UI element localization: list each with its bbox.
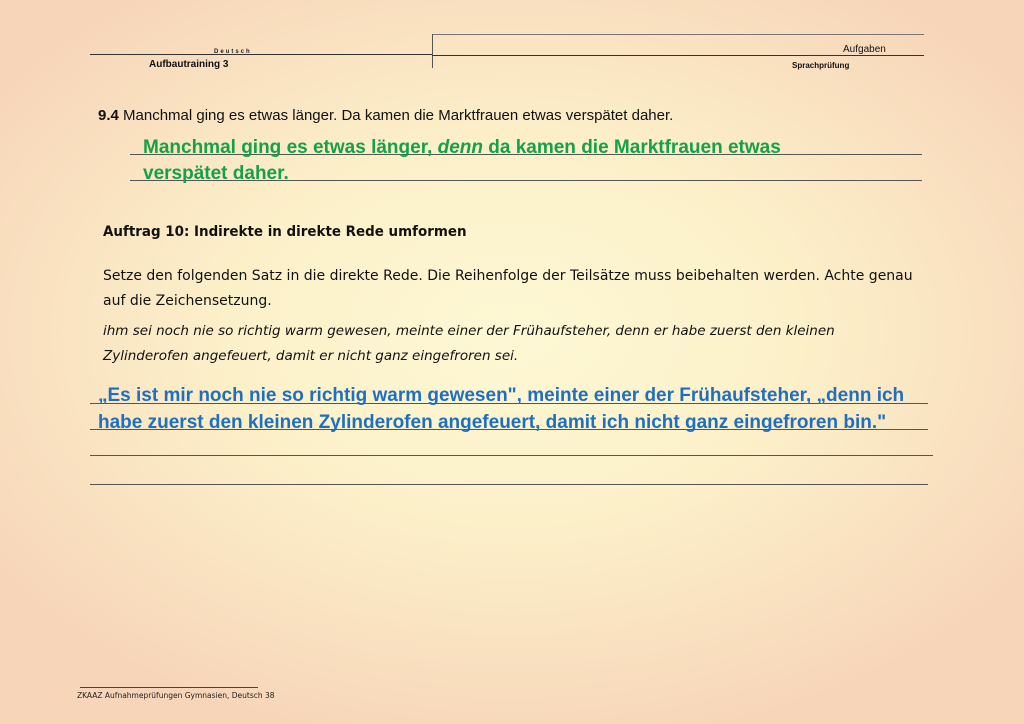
answer-line — [90, 455, 933, 456]
answer-line — [90, 484, 928, 485]
task-number: 9.4 — [98, 107, 119, 124]
header-training: Aufbautraining 3 — [149, 59, 229, 70]
footer-text: ZKAAZ Aufnahmeprüfungen Gymnasien, Deutsch 38 — [77, 691, 275, 700]
emphasized-word: denn — [437, 137, 483, 158]
task-9-4-answer: Manchmal ging es etwas länger, denn da kamen die Marktfrauen etwas verspätet daher. — [143, 137, 781, 184]
task-prompt-text: Manchmal ging es etwas länger. Da kamen die Marktfrauen etwas verspätet daher. — [118, 107, 674, 124]
task-10-answer: „Es ist mir noch nie so richtig warm gewesen", meinte einer der Frühaufsteher, „denn ich habe zuerst den kleinen Zylinderofen angefeuert, damit ich nicht ganz eingefroren bin." — [98, 385, 905, 433]
task-9-4-prompt — [98, 107, 673, 124]
header-rule-left — [90, 54, 432, 55]
header-rule-right — [432, 55, 924, 56]
header-rule-top — [432, 34, 924, 35]
header-tasks: Aufgaben — [843, 44, 886, 55]
task-10-sentence: ihm sei noch nie so richtig warm gewesen, meinte einer der Frühaufsteher, denn er habe zuerst den kleinen Zylinderofen angefeuert, damit er nicht ganz eingefroren sei. — [103, 323, 835, 364]
task-10-title: Auftrag 10: Indirekte in direkte Rede umformen — [103, 224, 467, 240]
task-10-instruction: Setze den folgenden Satz in die direkte Rede. Die Reihenfolge der Teilsätze muss beibehalten werden. Achte genau auf die Zeichensetzung. — [103, 268, 913, 309]
header-exam: Sprachprüfung — [792, 61, 850, 70]
header-subject: Deutsch — [214, 49, 252, 55]
header-divider — [432, 34, 433, 68]
footer-rule — [80, 687, 258, 688]
